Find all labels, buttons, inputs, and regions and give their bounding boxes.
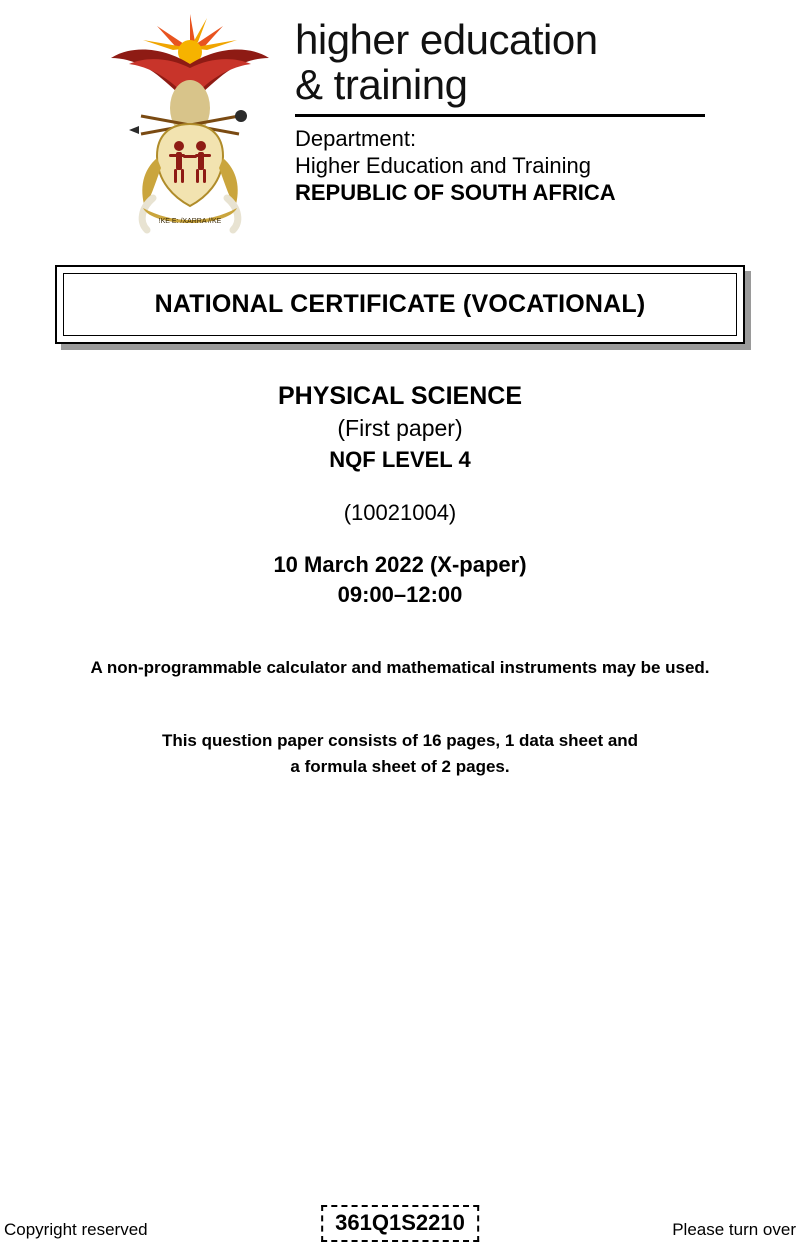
calculator-note: A non-programmable calculator and mathematical instruments may be used. <box>90 658 710 677</box>
paper-code-badge: 361Q1S2210 <box>321 1205 479 1242</box>
nqf-level: NQF LEVEL 4 <box>329 447 471 472</box>
header-divider <box>295 114 705 117</box>
department-label: Department: <box>295 126 417 151</box>
certificate-title: NATIONAL CERTIFICATE (VOCATIONAL) <box>154 290 646 318</box>
document-header <box>0 0 800 237</box>
subject-name: PHYSICAL SCIENCE <box>277 382 523 410</box>
certificate-title-box <box>55 265 745 344</box>
subject-code: (10021004) <box>343 500 457 525</box>
page-count-note-line2: a formula sheet of 2 pages. <box>290 757 510 776</box>
south-africa-coat-of-arms-icon <box>95 12 285 237</box>
department-name: Higher Education and Training <box>295 153 591 178</box>
subject-block <box>0 380 800 610</box>
country-name: REPUBLIC OF SOUTH AFRICA <box>295 180 616 205</box>
svg-text:!KE E: /XARRA //KE: !KE E: /XARRA //KE <box>158 218 222 225</box>
copyright-text: Copyright reserved <box>4 1220 148 1239</box>
exam-time: 09:00–12:00 <box>337 582 463 607</box>
title-box-inner <box>63 273 737 336</box>
department-wordmark-line2: & training <box>295 61 468 108</box>
turn-over-text: Please turn over <box>672 1220 796 1239</box>
department-wordmark-line1: higher education <box>295 16 598 63</box>
title-box-outer <box>55 265 745 344</box>
department-wordmark <box>295 12 705 206</box>
page-footer <box>0 1202 800 1242</box>
page-count-note-line1: This question paper consists of 16 pages, 1 data sheet and <box>161 731 639 750</box>
page-count-note <box>0 728 800 780</box>
paper-number: (First paper) <box>337 415 463 441</box>
exam-date: 10 March 2022 (X-paper) <box>273 552 527 577</box>
